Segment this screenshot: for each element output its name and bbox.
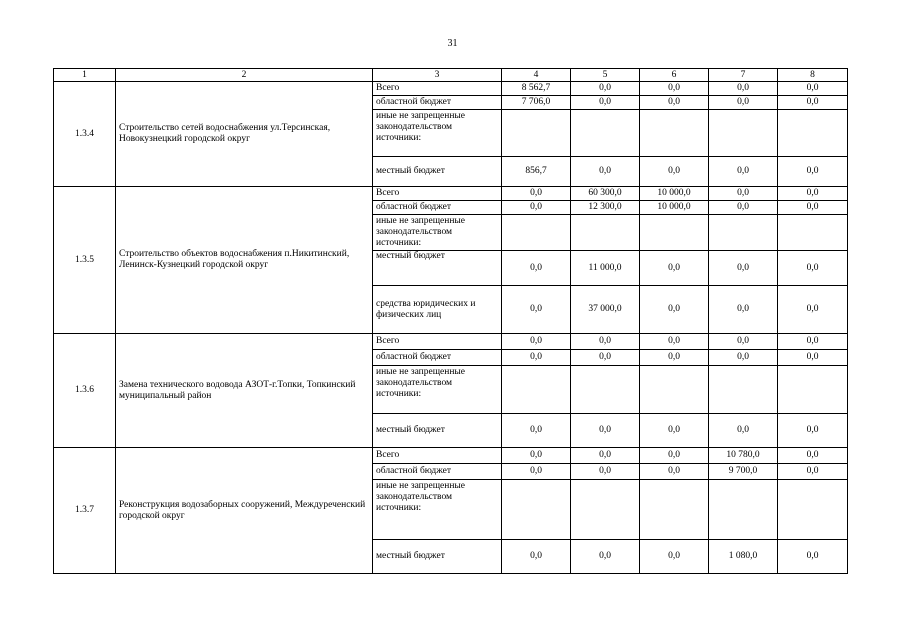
value-cell: 0,0	[571, 157, 640, 187]
column-header: 1	[54, 69, 116, 82]
value-cell: 0,0	[502, 448, 571, 464]
value-cell: 0,0	[571, 350, 640, 366]
item-name: Реконструкция водозаборных сооружений, Междуреченский городской округ	[116, 448, 373, 574]
table-row	[54, 187, 848, 201]
item-code: 1.3.5	[54, 187, 116, 334]
value-cell: 0,0	[640, 96, 709, 110]
value-cell: 0,0	[709, 157, 778, 187]
value-cell: 0,0	[502, 414, 571, 448]
item-name: Замена технического водовода АЗОТ-г.Топки, Топкинский муниципальный район	[116, 334, 373, 448]
value-cell: 0,0	[640, 286, 709, 334]
source-regional: областной бюджет	[373, 201, 502, 215]
value-cell: 0,0	[778, 82, 848, 96]
column-header: 7	[709, 69, 778, 82]
value-cell: 0,0	[778, 286, 848, 334]
value-cell: 0,0	[502, 334, 571, 350]
value-cell: 0,0	[502, 350, 571, 366]
source-other: иные не запрещенные законодательством источники:	[373, 480, 502, 540]
page-number: 31	[447, 38, 458, 49]
value-cell: 9 700,0	[709, 464, 778, 480]
value-cell: 0,0	[709, 286, 778, 334]
column-header: 3	[373, 69, 502, 82]
value-cell: 0,0	[778, 96, 848, 110]
source-local: местный бюджет	[373, 414, 502, 448]
value-cell: 0,0	[640, 448, 709, 464]
value-cell: 60 300,0	[571, 187, 640, 201]
value-cell: 0,0	[778, 187, 848, 201]
value-cell: 1 080,0	[709, 540, 778, 574]
item-code: 1.3.6	[54, 334, 116, 448]
value-cell: 0,0	[640, 82, 709, 96]
value-cell: 0,0	[502, 187, 571, 201]
value-cell: 10 000,0	[640, 201, 709, 215]
value-cell: 0,0	[709, 82, 778, 96]
value-cell: 0,0	[571, 414, 640, 448]
value-cell: 0,0	[709, 201, 778, 215]
budget-table	[53, 68, 848, 574]
source-other: иные не запрещенные законодательством источники:	[373, 215, 502, 251]
value-cell: 0,0	[709, 96, 778, 110]
value-cell: 0,0	[502, 286, 571, 334]
value-cell: 0,0	[778, 540, 848, 574]
value-cell: 0,0	[571, 334, 640, 350]
value-cell: 37 000,0	[571, 286, 640, 334]
value-cell: 0,0	[571, 464, 640, 480]
value-cell: 0,0	[778, 334, 848, 350]
value-cell: 0,0	[709, 251, 778, 286]
value-cell: 0,0	[571, 540, 640, 574]
value-cell: 10 780,0	[709, 448, 778, 464]
value-cell: 0,0	[502, 464, 571, 480]
item-code: 1.3.7	[54, 448, 116, 574]
value-cell: 0,0	[502, 201, 571, 215]
source-total: Всего	[373, 82, 502, 96]
value-cell: 0,0	[640, 157, 709, 187]
source-local: местный бюджет	[373, 251, 502, 286]
column-header: 8	[778, 69, 848, 82]
value-cell: 0,0	[640, 414, 709, 448]
column-header: 4	[502, 69, 571, 82]
source-total: Всего	[373, 334, 502, 350]
value-cell: 11 000,0	[571, 251, 640, 286]
table-row	[54, 82, 848, 96]
table-row	[54, 334, 848, 350]
value-cell: 0,0	[778, 414, 848, 448]
column-header: 6	[640, 69, 709, 82]
value-cell: 0,0	[502, 540, 571, 574]
value-cell: 0,0	[709, 350, 778, 366]
value-cell: 7 706,0	[502, 96, 571, 110]
value-cell: 0,0	[571, 448, 640, 464]
item-name: Строительство объектов водоснабжения п.Никитинский, Ленинск-Кузнецкий городской округ	[116, 187, 373, 334]
value-cell: 0,0	[571, 82, 640, 96]
value-cell: 0,0	[640, 334, 709, 350]
header-row	[54, 69, 848, 82]
value-cell: 10 000,0	[640, 187, 709, 201]
value-cell: 0,0	[640, 464, 709, 480]
source-total: Всего	[373, 448, 502, 464]
source-local: местный бюджет	[373, 157, 502, 187]
item-name: Строительство сетей водоснабжения ул.Терсинская, Новокузнецкий городской округ	[116, 82, 373, 187]
source-total: Всего	[373, 187, 502, 201]
value-cell: 856,7	[502, 157, 571, 187]
value-cell: 0,0	[709, 414, 778, 448]
source-local: местный бюджет	[373, 540, 502, 574]
value-cell: 0,0	[709, 187, 778, 201]
value-cell: 0,0	[502, 251, 571, 286]
value-cell: 0,0	[640, 540, 709, 574]
item-code: 1.3.4	[54, 82, 116, 187]
value-cell: 8 562,7	[502, 82, 571, 96]
value-cell: 12 300,0	[571, 201, 640, 215]
value-cell: 0,0	[640, 350, 709, 366]
source-other: иные не запрещенные законодательством источники:	[373, 110, 502, 157]
value-cell: 0,0	[778, 464, 848, 480]
source-regional: областной бюджет	[373, 350, 502, 366]
table-row	[54, 448, 848, 464]
source-regional: областной бюджет	[373, 464, 502, 480]
column-header: 5	[571, 69, 640, 82]
value-cell: 0,0	[778, 350, 848, 366]
value-cell: 0,0	[778, 201, 848, 215]
value-cell: 0,0	[778, 448, 848, 464]
column-header: 2	[116, 69, 373, 82]
value-cell: 0,0	[709, 334, 778, 350]
source-regional: областной бюджет	[373, 96, 502, 110]
value-cell: 0,0	[778, 251, 848, 286]
value-cell: 0,0	[640, 251, 709, 286]
value-cell: 0,0	[778, 157, 848, 187]
source-other: иные не запрещенные законодательством источники:	[373, 366, 502, 414]
source-legal: средства юридических и физических лиц	[373, 286, 502, 334]
value-cell: 0,0	[571, 96, 640, 110]
